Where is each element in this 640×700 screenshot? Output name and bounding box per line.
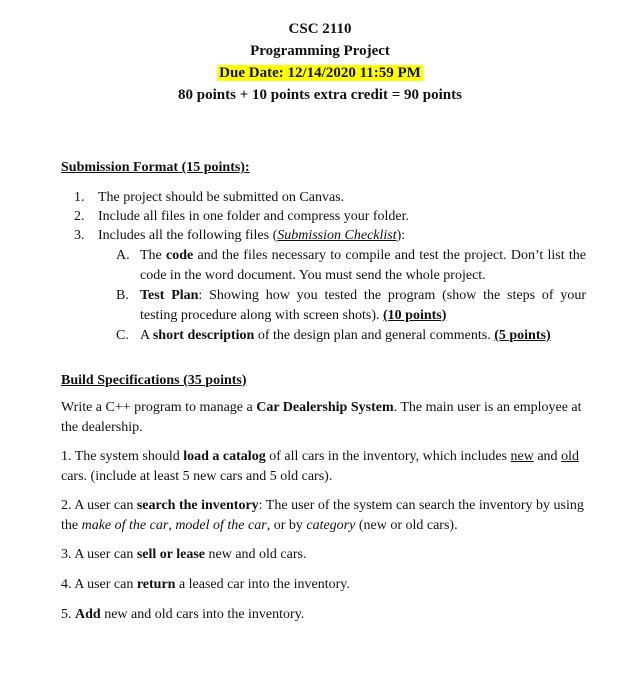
checklist-item-description: C. A short description of the design plan and general comments. (5 points) <box>116 328 551 343</box>
spec-add-cars: 5. Add new and old cars into the inventory. <box>61 607 305 622</box>
list-item: 2. Include all files in one folder and compress your folder. <box>74 209 410 224</box>
spec-return: 4. A user can return a leased car into the inventory. <box>61 577 350 592</box>
list-item: 1. The project should be submitted on Canvas. <box>74 190 345 205</box>
build-specifications-heading: Build Specifications (35 points) <box>61 373 247 388</box>
checklist-item-test-plan: B. Test Plan: Showing how you tested the program (show the steps of your testing procedure along with screen shots). (10 points) <box>116 288 586 323</box>
document-header <box>0 18 640 106</box>
course-code: CSC 2110 <box>288 21 352 37</box>
submission-format-heading: Submission Format (15 points): <box>61 160 250 175</box>
checklist-item-code: A. The code and the files necessary to compile and test the project. Don’t list the code in the word document. You must send the whole project. <box>116 248 586 283</box>
spec-load-catalog: 1. The system should load a catalog of all cars in the inventory, which includes new and old cars. (include at least 5 new cars and 5 old cars). <box>61 449 579 484</box>
submission-list <box>74 188 604 245</box>
spec-search-inventory: 2. A user can search the inventory: The user of the system can search the inventory by using the make of the car, model of the car, or by category (new or old cars). <box>61 498 584 533</box>
submission-checklist <box>116 246 586 347</box>
spec-sell-lease: 3. A user can sell or lease new and old cars. <box>61 547 307 562</box>
project-title: Programming Project <box>250 43 390 59</box>
points-summary: 80 points + 10 points extra credit = 90 points <box>178 87 462 103</box>
submission-checklist-link[interactable]: Submission Checklist <box>277 228 397 243</box>
build-intro: Write a C++ program to manage a Car Dealership System. The main user is an employee at the dealership. <box>61 400 582 435</box>
due-date: Due Date: 12/14/2020 11:59 PM <box>219 65 421 81</box>
list-item: 3. Includes all the following files (Submission Checklist): <box>74 228 406 243</box>
